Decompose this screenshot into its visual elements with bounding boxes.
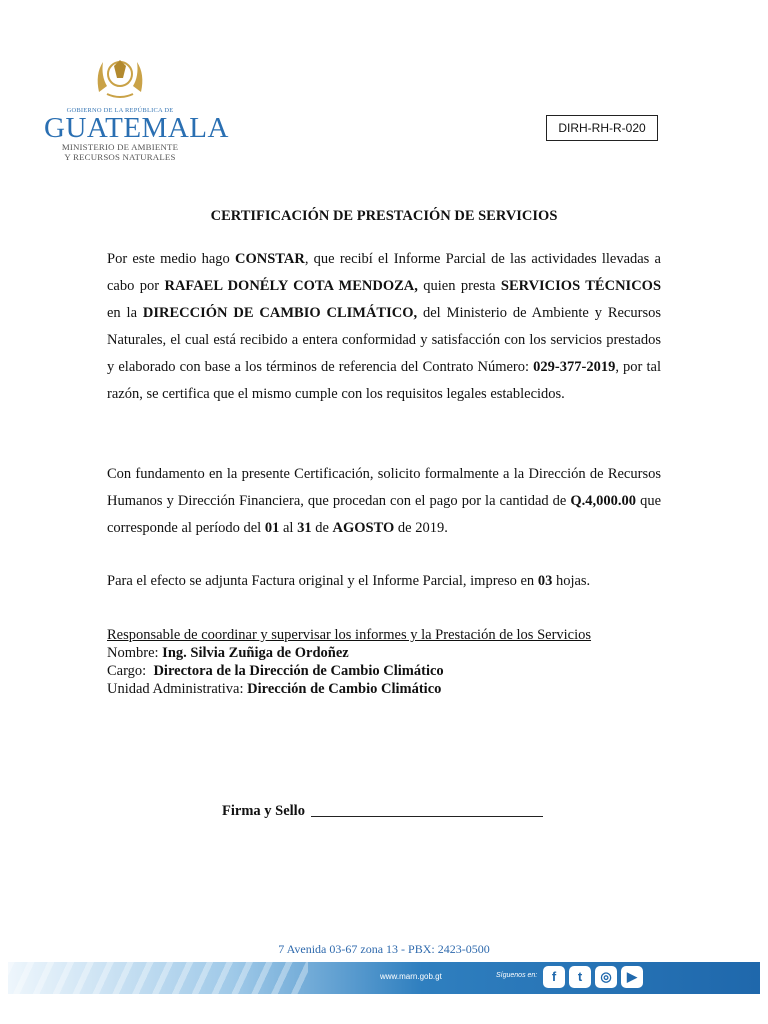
facebook-icon: f <box>543 966 565 988</box>
footer-follow-text: Síguenos en: <box>496 972 538 979</box>
responsible-unit: Unidad Administrativa: Dirección de Cambio Climático <box>107 681 442 697</box>
responsible-section <box>107 626 667 698</box>
logo-ministry-line-1: MINISTERIO DE AMBIENTE <box>61 142 179 152</box>
footer-website: www.marn.gob.gt <box>380 972 442 981</box>
responsible-name: Nombre: Ing. Silvia Zuñiga de Ordoñez <box>107 645 349 661</box>
paragraph-attachment: Para el efecto se adjunta Factura original y el Informe Parcial, impreso en 03 hojas. <box>107 573 591 589</box>
youtube-icon: ▶ <box>621 966 643 988</box>
ministry-logo <box>44 52 229 162</box>
signature-line: Firma y Sello <box>222 803 543 820</box>
document-title: CERTIFICACIÓN DE PRESTACIÓN DE SERVICIOS <box>210 208 558 224</box>
responsible-heading: Responsable de coordinar y supervisar los informes y la Prestación de los Servicios <box>107 627 592 643</box>
footer-address: 7 Avenida 03-67 zona 13 - PBX: 2423-0500 <box>278 942 490 956</box>
coat-of-arms-icon <box>93 52 147 100</box>
document-code: DIRH-RH-R-020 <box>546 115 658 141</box>
signature-blank <box>311 816 543 817</box>
paragraph-payment: Con fundamento en la presente Certificación, solicito formalmente a la Dirección de Recursos Humanos y Dirección Financiera, que procedan con el pago por la cantidad de Q.4,000.00 que corresponde al período del 01 al 31 de AGOSTO de 2019. <box>107 466 662 536</box>
logo-country-text: GUATEMALA <box>44 112 229 144</box>
twitter-icon: t <box>569 966 591 988</box>
instagram-icon: ◎ <box>595 966 617 988</box>
logo-ministry-line-2: Y RECURSOS NATURALES <box>64 152 176 162</box>
responsible-role: Cargo: Directora de la Dirección de Cambio Climático <box>107 663 444 679</box>
logo-government-text: GOBIERNO DE LA REPÚBLICA DE <box>66 107 174 114</box>
paragraph-certification: Por este medio hago CONSTAR, que recibí el Informe Parcial de las actividades llevadas a cabo por RAFAEL DONÉLY COTA MENDOZA, quien presta SERVICIOS TÉCNICOS en la DIRECCIÓN DE CAMBIO CLIMÁTICO, del Ministerio de Ambiente y Recursos Naturales, el cual está recibido a entera conformidad y satisfacción con los servicios prestados y elaborado con base a los términos de referencia del Contrato Número: 029-377-2019, por tal razón, se certifica que el mismo cumple con los requisitos legales establecidos. <box>107 251 662 402</box>
